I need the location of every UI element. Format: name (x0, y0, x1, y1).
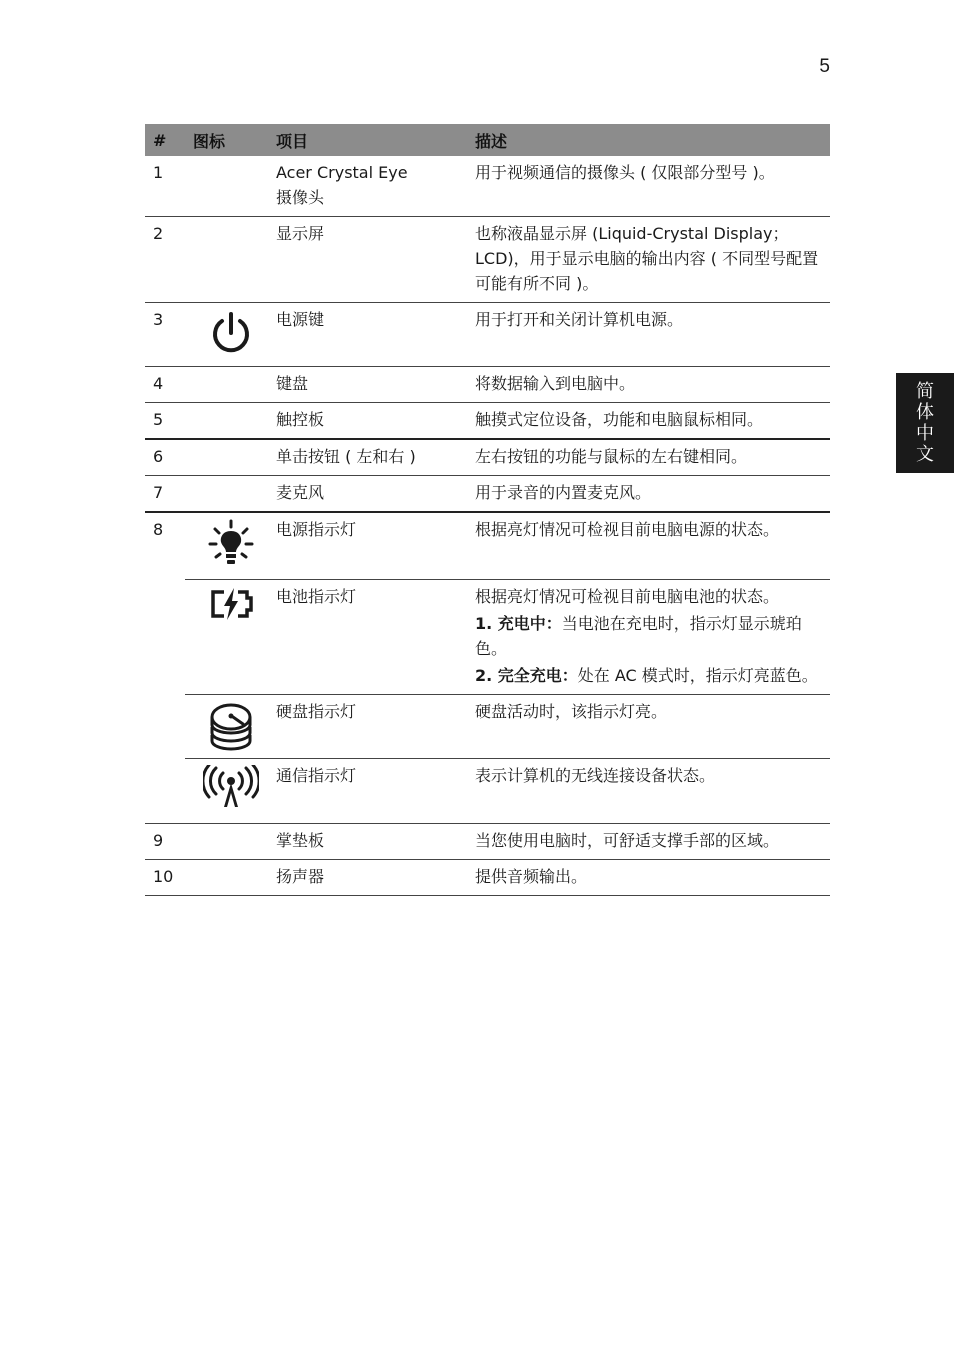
row-desc: 也称液晶显示屏 (Liquid-Crystal Display；LCD)，用于显示电脑的输出内容 ( 不同型号配置可能有所不同 )。 (475, 217, 830, 303)
row-num: 3 (145, 303, 185, 367)
row-desc: 当您使用电脑时，可舒适支撑手部的区域。 (475, 823, 830, 859)
row-item: 硬盘指示灯 (276, 694, 475, 758)
language-tab-char: 中 (916, 423, 934, 444)
header-desc: 描述 (475, 124, 830, 156)
power-icon (207, 309, 255, 357)
row-item: 摄像头 (276, 188, 325, 207)
table-row (145, 823, 830, 859)
desc-charging: 当电池在充电时，指示灯显示琥珀色。 (475, 613, 802, 658)
row-desc: 根据亮灯情况可检视目前电脑电源的状态。 (475, 512, 830, 579)
component-table (145, 124, 830, 896)
table-row (145, 579, 830, 694)
table-row (145, 512, 830, 579)
table-row (145, 694, 830, 758)
table-row (145, 217, 830, 303)
row-desc: 用于视频通信的摄像头 ( 仅限部分型号 )。 (475, 163, 775, 182)
row-num: 5 (145, 403, 185, 440)
page-number: 5 (819, 56, 830, 77)
table-row (145, 156, 830, 217)
row-item: 单击按钮 ( 左和右 ) (276, 439, 475, 476)
language-tab-char: 简 (916, 381, 934, 402)
desc-label-charging: 1. 充电中： (475, 613, 562, 633)
table-row (145, 758, 830, 823)
row-num: 10 (145, 859, 185, 895)
row-desc: 触摸式定位设备，功能和电脑鼠标相同。 (475, 403, 830, 440)
language-tab-char: 文 (916, 444, 934, 465)
row-item: 显示屏 (276, 217, 475, 303)
row-item: 扬声器 (276, 859, 475, 895)
row-num: 9 (145, 823, 185, 859)
header-item: 项目 (276, 124, 475, 156)
row-item: 键盘 (276, 367, 475, 403)
battery-indicator-icon (207, 586, 255, 622)
row-num: 8 (145, 512, 185, 579)
language-tab (896, 373, 954, 473)
wireless-indicator-icon (203, 765, 259, 811)
table-row (145, 476, 830, 513)
row-desc: 用于录音的内置麦克风。 (475, 476, 830, 513)
table-row (145, 367, 830, 403)
table-row (145, 859, 830, 895)
row-num: 2 (145, 217, 185, 303)
row-item: Acer Crystal Eye (276, 163, 408, 182)
row-item: 触控板 (276, 403, 475, 440)
row-item: 电源键 (276, 303, 475, 367)
row-desc: 提供音频输出。 (475, 859, 830, 895)
row-desc: 硬盘活动时，该指示灯亮。 (475, 694, 830, 758)
language-tab-char: 体 (916, 402, 934, 423)
row-item: 掌垫板 (276, 823, 475, 859)
row-num: 4 (145, 367, 185, 403)
row-desc: 左右按钮的功能与鼠标的左右键相同。 (475, 439, 830, 476)
hdd-indicator-icon (207, 701, 255, 751)
table-header-row (145, 124, 830, 156)
header-icon: 图标 (185, 124, 276, 156)
table-row (145, 439, 830, 476)
power-indicator-icon (207, 519, 255, 571)
table-row (145, 303, 830, 367)
desc-full: 处在 AC 模式时，指示灯亮蓝色。 (577, 665, 818, 685)
row-desc: 根据亮灯情况可检视目前电脑电池的状态。 (475, 586, 780, 606)
row-item: 电池指示灯 (276, 579, 475, 694)
table-row (145, 403, 830, 440)
desc-label-full: 2. 完全充电： (475, 665, 578, 685)
row-desc: 表示计算机的无线连接设备状态。 (475, 758, 830, 823)
row-num: 6 (145, 439, 185, 476)
row-item: 麦克风 (276, 476, 475, 513)
row-num: 7 (145, 476, 185, 513)
header-num: # (145, 124, 185, 156)
row-item: 通信指示灯 (276, 758, 475, 823)
row-num: 1 (153, 163, 164, 182)
row-item: 电源指示灯 (276, 512, 475, 579)
row-desc: 用于打开和关闭计算机电源。 (475, 303, 830, 367)
row-desc: 将数据输入到电脑中。 (475, 367, 830, 403)
